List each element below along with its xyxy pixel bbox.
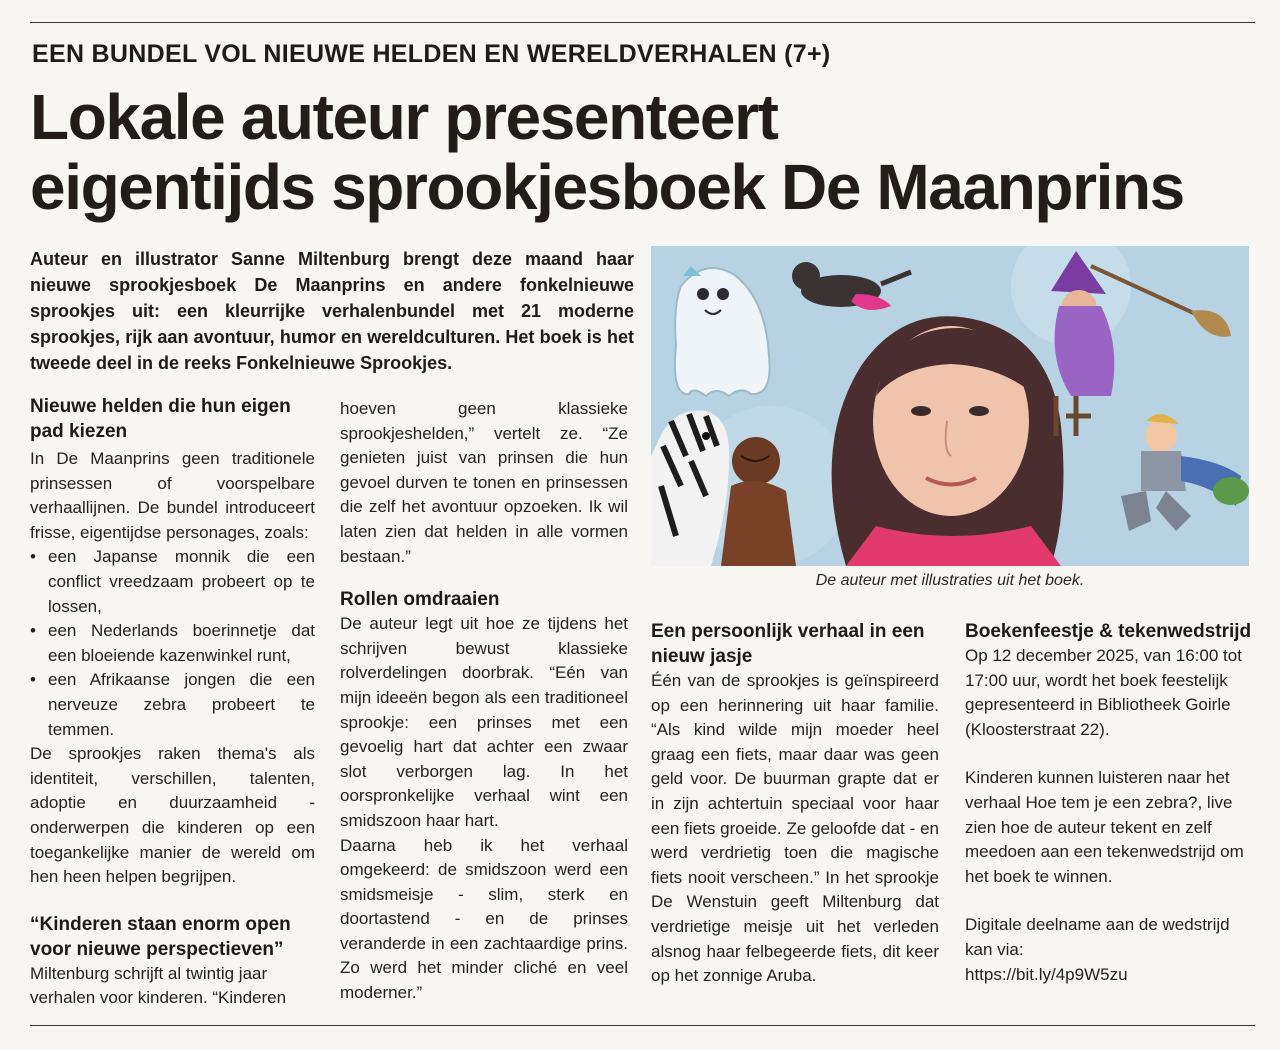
photo-caption: De auteur met illustraties uit het boek.	[815, 572, 1085, 589]
headline-line-1: Lokale auteur presenteert	[30, 81, 778, 153]
col2-paragraph-2: De auteur legt uit hoe ze tijdens het schrijven bewust klassieke rolverdelingen doorbrak. “Eén van mijn ideeën begon als een traditioneel sprookje: een prinses met een gevoelig hart dat achter een zwaar slot verborgen lag. In het oorspronkelijke verhaal wint een smidszoon haar hart.	[340, 614, 628, 830]
article-lead: Auteur en illustrator Sanne Miltenburg brengt deze maand haar nieuwe sprookjesboek De Maanprins en andere fonkelnieuwe sprookjes uit: een kleurrijke verhalenbundel met 21 moderne sprookjes, rijk aan avontuur, humor en wereldculturen. Het boek is het tweede deel in de reeks Fonkelnieuwe Sprookjes.	[30, 249, 634, 373]
col4-paragraph-1: Op 12 december 2025, van 16:00 tot 17:00 uur, wordt het boek feestelijk gepresenteerd in Bibliotheek Goirle (Kloosterstraat 22).	[965, 646, 1242, 739]
col4-paragraph-2: Kinderen kunnen luisteren naar het verhaal Hoe tem je een zebra?, live zien hoe de auteur tekent en zelf meedoen aan een tekenwedstrijd om het boek te winnen.	[965, 768, 1244, 886]
column-3	[651, 619, 939, 989]
column-1	[30, 394, 315, 1011]
bottom-rule	[30, 1025, 1255, 1026]
top-rule	[30, 22, 1255, 23]
col2-paragraph-1: hoeven geen klassieke sprookjeshelden,” vertelt ze. “Ze genieten juist van prinsen die hun gevoel durven te tonen en prinsessen die zelf het avontuur opzoeken. Ik wil laten zien dat helden in alle vormen bestaan.”	[340, 399, 628, 566]
column-2	[340, 397, 628, 1006]
col1-paragraph-1: In De Maanprins geen traditionele prinsessen of voorspelbare verhaallijnen. De bundel introduceert frisse, eigentijdse personages, zoals:	[30, 449, 315, 542]
author-photo	[651, 246, 1249, 566]
article-headline	[30, 82, 1250, 222]
list-item: • een Afrikaanse jongen die een nerveuze zebra probeert te temmen.	[30, 668, 315, 742]
subhead-boekenfeestje: Boekenfeestje & tekenwedstrijd	[965, 621, 1252, 642]
list-item: • een Nederlands boerinnetje dat een bloeiende kazenwinkel runt,	[30, 619, 315, 668]
headline-line-2: eigentijds sprookjesboek De Maanprins	[30, 151, 1184, 223]
character-list	[30, 545, 315, 742]
col1-paragraph-2: De sprookjes raken thema's als identiteit, verschillen, talenten, adoptie en duurzaamheid - onderwerpen die kinderen op een toegankelijke manier de wereld om hen heen helpen begrijpen.	[30, 744, 315, 887]
col1-paragraph-3: Miltenburg schrijft al twintig jaar verhalen voor kinderen. “Kinderen	[30, 963, 287, 1008]
article-kicker: EEN BUNDEL VOL NIEUWE HELDEN EN WERELDVERHALEN (7+)	[32, 40, 831, 68]
subhead-kinderen-staan-open: “Kinderen staan enorm open voor nieuwe perspectieven”	[30, 913, 291, 960]
subhead-rollen-omdraaien: Rollen omdraaien	[340, 589, 500, 611]
contest-link[interactable]: https://bit.ly/4p9W5zu	[965, 964, 1128, 984]
col2-paragraph-3: Daarna heb ik het verhaal omgekeerd: de smidszoon werd een smidsmeisje - slim, sterk en doortastend - en de prinses veranderde in een zachtaardige prins. Zo werd het minder cliché en veel moderner.”	[340, 835, 628, 1003]
subhead-nieuwe-helden: Nieuwe helden die hun eigen pad kiezen	[30, 396, 291, 442]
col4-paragraph-3: Digitale deelname aan de wedstrijd kan via:	[965, 915, 1230, 959]
zebra-figure	[651, 410, 729, 566]
col3-paragraph-1: Één van de sprookjes is geïnspireerd op een herinnering uit haar familie. “Als kind wilde mijn moeder heel graag een fiets, maar daar was geen geld voor. De buurman grapte dat er in zijn achtertuin speciaal voor haar een fiets groeide. Ze geloofde dat - en werd verdrietig toen die magische fiets nooit verscheen.” In het sprookje De Wenstuin geeft Miltenburg dat verdrietige meisje uit het verleden alsnog haar felbegeerde fiets, dit keer op het zonnige Aruba.	[651, 671, 939, 986]
column-4	[965, 619, 1253, 987]
list-item: • een Japanse monnik die een conflict vreedzaam probeert op te lossen,	[30, 545, 315, 619]
author-illustration	[651, 246, 1249, 566]
subhead-persoonlijk-verhaal: Een persoonlijk verhaal in een nieuw jasje	[651, 621, 925, 667]
